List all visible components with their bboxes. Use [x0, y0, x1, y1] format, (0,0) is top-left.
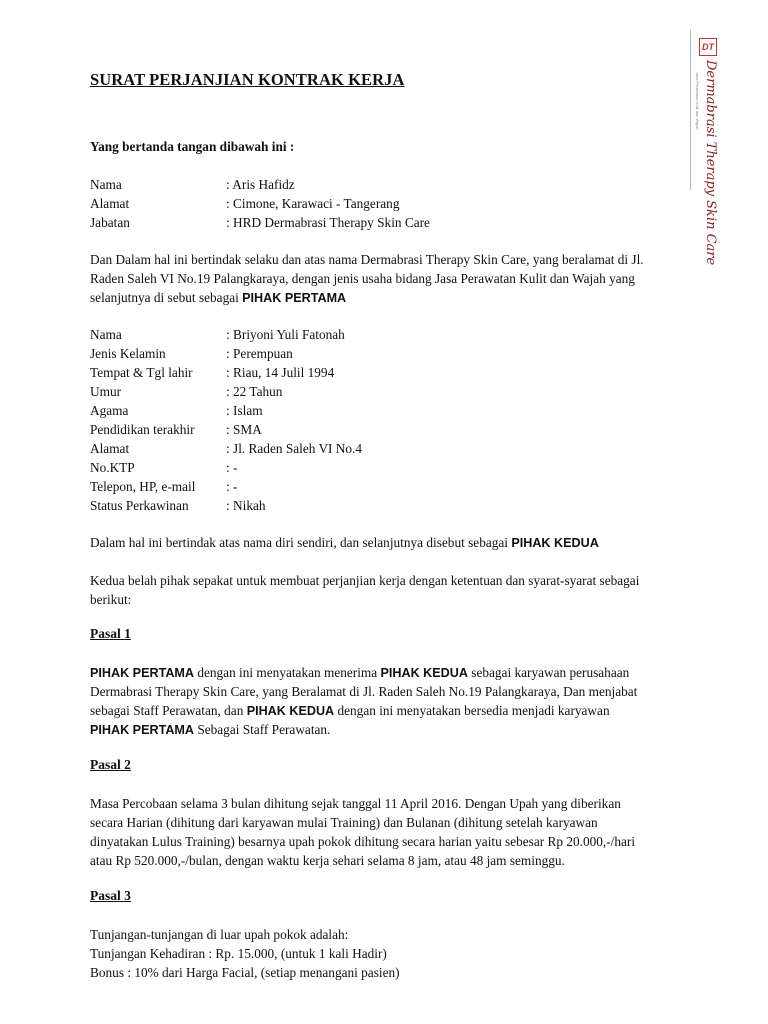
party2-value: : Islam: [226, 403, 263, 418]
pasal-2-line: Masa Percobaan selama 3 bulan dihitung sejak tanggal 11 April 2016. Dengan Upah yang diberikan: [90, 796, 621, 811]
party1-value: : Cimone, Karawaci - Tangerang: [226, 196, 400, 211]
agreement-line: berikut:: [90, 592, 132, 607]
party1-label: Nama: [90, 177, 122, 192]
pasal-2-line: dinyatakan Lulus Training) besarnya upah pokok dihitung secara harian yaitu sebesar Rp 20.000,-/hari: [90, 834, 636, 849]
pasal-3-line: Tunjangan Kehadiran : Rp. 15.000, (untuk 1 kali Hadir): [90, 946, 387, 961]
party1-statement-line: Dan Dalam hal ini bertindak selaku dan atas nama Dermabrasi Therapy Skin Care, yang beralamat di Jl.: [90, 252, 644, 267]
pasal-2-heading: Pasal 2: [90, 757, 131, 772]
party2-row: [90, 344, 293, 363]
pasal-2-line: atau Rp 520.000,-/bulan, dengan waktu kerja sehari selama 8 jam, atau 48 jam seminggu.: [90, 853, 565, 868]
party2-row: [90, 401, 263, 420]
pihak-pertama-term: PIHAK PERTAMA: [242, 291, 347, 305]
party1-label: Jabatan: [90, 215, 130, 230]
party2-value: : -: [226, 460, 238, 475]
agreement-line: Kedua belah pihak sepakat untuk membuat perjanjian kerja dengan ketentuan dan syarat-syarat sebagai: [90, 573, 640, 588]
party2-value: : Jl. Raden Saleh VI No.4: [226, 441, 363, 456]
party1-statement-line: [90, 288, 346, 308]
party1-value: : Aris Hafidz: [226, 177, 295, 192]
pihak-pertama-term: PIHAK PERTAMA: [90, 723, 195, 737]
statement-text: Dalam hal ini bertindak atas nama diri sendiri, dan selanjutnya disebut sebagai: [90, 535, 512, 550]
pasal-text: dengan ini menyatakan bersedia menjadi karyawan: [334, 703, 610, 718]
pihak-kedua-term: PIHAK KEDUA: [380, 666, 468, 680]
party2-value: : Nikah: [226, 498, 266, 513]
party2-label: Umur: [90, 384, 122, 399]
party2-label: Status Perkawinan: [90, 498, 189, 513]
party2-value: : Riau, 14 Julil 1994: [226, 365, 335, 380]
brand-tagline: Jasa Perawatan Kulit dan Wajah: [695, 72, 700, 130]
pasal-3-line: Tunjangan-tunjangan di luar upah pokok adalah:: [90, 927, 349, 942]
party2-value: : Briyoni Yuli Fatonah: [226, 327, 345, 342]
pihak-kedua-term: PIHAK KEDUA: [511, 536, 599, 550]
party2-row: [90, 439, 362, 458]
party2-label: Tempat & Tgl lahir: [90, 365, 193, 380]
pasal-1-line: [90, 720, 330, 740]
pasal-text: dengan ini menyatakan menerima: [194, 665, 381, 680]
party2-statement-line: [90, 533, 599, 553]
party2-label: Alamat: [90, 441, 130, 456]
statement-text: selanjutnya di sebut sebagai: [90, 290, 243, 305]
letterhead-brand: [690, 30, 719, 266]
pasal-1-heading: Pasal 1: [90, 626, 131, 641]
pasal-2-line: secara Harian (dihitung dari karyawan mulai Training) dan Bulanan (dihitung setelah karyawan: [90, 815, 598, 830]
pasal-text: Sebagai Staff Perawatan.: [194, 722, 331, 737]
party1-label: Alamat: [90, 196, 130, 211]
document-title: SURAT PERJANJIAN KONTRAK KERJA: [90, 70, 405, 89]
party2-label: Pendidikan terakhir: [90, 422, 195, 437]
party2-row: [90, 458, 237, 477]
party2-row: [90, 477, 237, 496]
party2-value: : -: [226, 479, 238, 494]
party1-row: [90, 194, 399, 213]
party2-label: No.KTP: [90, 460, 135, 475]
party1-statement-line: Raden Saleh VI No.19 Palangkaraya, dengan jenis usaha bidang Jasa Perawatan Kulit dan Wajah yang: [90, 271, 635, 286]
party2-value: : Perempuan: [226, 346, 293, 361]
party2-value: : SMA: [226, 422, 262, 437]
pasal-text: sebagai karyawan perusahaan: [467, 665, 630, 680]
party2-row: [90, 325, 345, 344]
party2-label: Telepon, HP, e-mail: [90, 479, 196, 494]
pasal-1-line: [90, 663, 629, 683]
party2-row: [90, 382, 282, 401]
party2-row: [90, 363, 334, 382]
party1-row: [90, 213, 430, 232]
party2-label: Agama: [90, 403, 129, 418]
party2-row: [90, 496, 266, 515]
pasal-1-line: [90, 701, 610, 721]
pihak-kedua-term: PIHAK KEDUA: [246, 704, 335, 718]
pasal-3-line: Bonus : 10% dari Harga Facial, (setiap menangani pasien): [90, 965, 400, 980]
party1-row: [90, 175, 295, 194]
brand-name: Dermabrasi Therapy Skin Care: [703, 60, 718, 266]
pasal-3-heading: Pasal 3: [90, 888, 131, 903]
brand-logo-icon: DT: [699, 38, 717, 56]
party2-row: [90, 420, 262, 439]
pihak-pertama-term: PIHAK PERTAMA: [90, 666, 195, 680]
party2-label: Jenis Kelamin: [90, 346, 166, 361]
party1-value: : HRD Dermabrasi Therapy Skin Care: [226, 215, 430, 230]
party2-label: Nama: [90, 327, 122, 342]
party2-value: : 22 Tahun: [226, 384, 283, 399]
intro-line: Yang bertanda tangan dibawah ini :: [90, 139, 295, 154]
pasal-text: sebagai Staff Perawatan, dan: [90, 703, 247, 718]
pasal-1-line: Dermabrasi Therapy Skin Care, yang Beralamat di Jl. Raden Saleh No.19 Palangkaraya, Dan menjabat: [90, 684, 638, 699]
